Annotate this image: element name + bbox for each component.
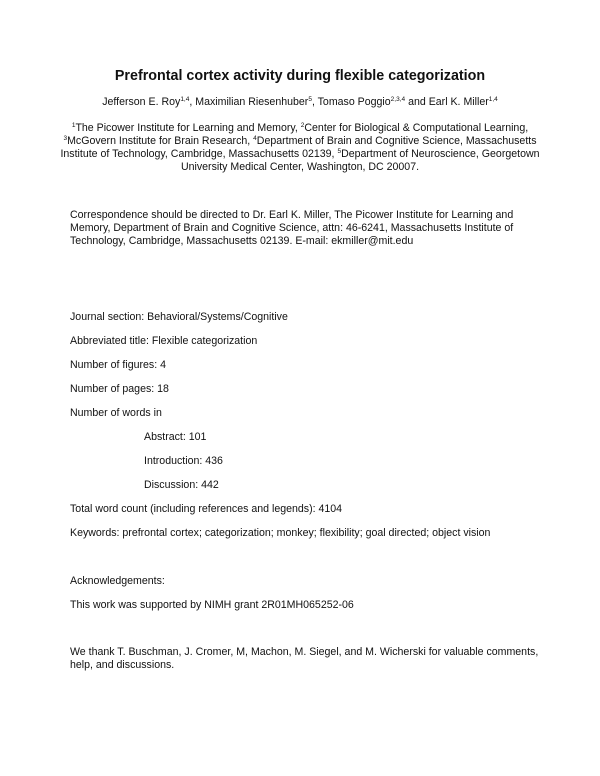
author-affiliation-mark: 1,4 xyxy=(488,96,498,103)
author-line xyxy=(0,96,600,108)
funding-statement: This work was supported by NIMH grant 2R01MH065252-06 xyxy=(70,599,354,611)
author-name: Tomaso Poggio xyxy=(317,96,391,108)
abbreviated-title: Abbreviated title: Flexible categorization xyxy=(70,335,258,347)
author-and: and xyxy=(405,96,429,108)
acknowledgements-heading: Acknowledgements: xyxy=(70,575,165,587)
author-separator: , xyxy=(189,96,196,108)
author-name: Jefferson E. Roy xyxy=(102,96,181,108)
affiliation-mark: 4 xyxy=(253,135,257,142)
author-affiliation-mark: 5 xyxy=(308,96,312,103)
affiliation-text: Department of Brain and Cognitive Science, Massachusetts Institute of Technology, Cambridge, Massachusetts 02139, xyxy=(60,135,537,160)
thanks-paragraph: We thank T. Buschman, J. Cromer, M, Machon, M. Siegel, and M. Wicherski for valuable comments, help, and discussions. xyxy=(70,646,539,671)
keywords: Keywords: prefrontal cortex; categorization; monkey; flexibility; goal directed; object vision xyxy=(70,527,491,539)
author-name: Earl K. Miller xyxy=(428,96,489,108)
affiliation-text: Department of Neuroscience, Georgetown University Medical Center, Washington, DC 20007. xyxy=(180,148,540,173)
paper-title: Prefrontal cortex activity during flexible categorization xyxy=(114,68,486,84)
affiliation-mark: 1 xyxy=(71,122,76,129)
affiliation-mark: 5 xyxy=(337,148,342,155)
affiliation-mark: 2 xyxy=(300,122,305,129)
author-name: Maximilian Riesenhuber xyxy=(195,96,309,108)
number-of-words-heading: Number of words in xyxy=(70,407,162,419)
affiliation-text: McGovern Institute for Brain Research, xyxy=(67,135,254,147)
number-of-figures: Number of figures: 4 xyxy=(70,359,166,371)
correspondence-paragraph: Correspondence should be directed to Dr. Earl K. Miller, The Picower Institute for Learning and Memory, Department of Brain and Cognitive Science, attn: 46-6241, Massachusetts Institute of Technology, Cambridge, Massachusetts 02139. E-mail: ekmiller@mit.edu xyxy=(70,209,514,247)
affiliation-text: The Picower Institute for Learning and Memory, xyxy=(75,122,301,134)
author-separator: , xyxy=(311,96,318,108)
author-affiliation-mark: 1,4 xyxy=(180,96,190,103)
number-of-pages: Number of pages: 18 xyxy=(70,383,169,395)
affiliations xyxy=(60,122,540,174)
introduction-word-count: Introduction: 436 xyxy=(144,455,223,467)
affiliation-text: Center for Biological & Computational Learning, xyxy=(304,122,529,134)
discussion-word-count: Discussion: 442 xyxy=(144,479,219,491)
author-affiliation-mark: 2,3,4 xyxy=(390,96,406,103)
abstract-word-count: Abstract: 101 xyxy=(144,431,207,443)
journal-section: Journal section: Behavioral/Systems/Cognitive xyxy=(70,311,288,323)
affiliation-mark: 3 xyxy=(63,135,68,142)
total-word-count: Total word count (including references and legends): 4104 xyxy=(70,503,343,515)
